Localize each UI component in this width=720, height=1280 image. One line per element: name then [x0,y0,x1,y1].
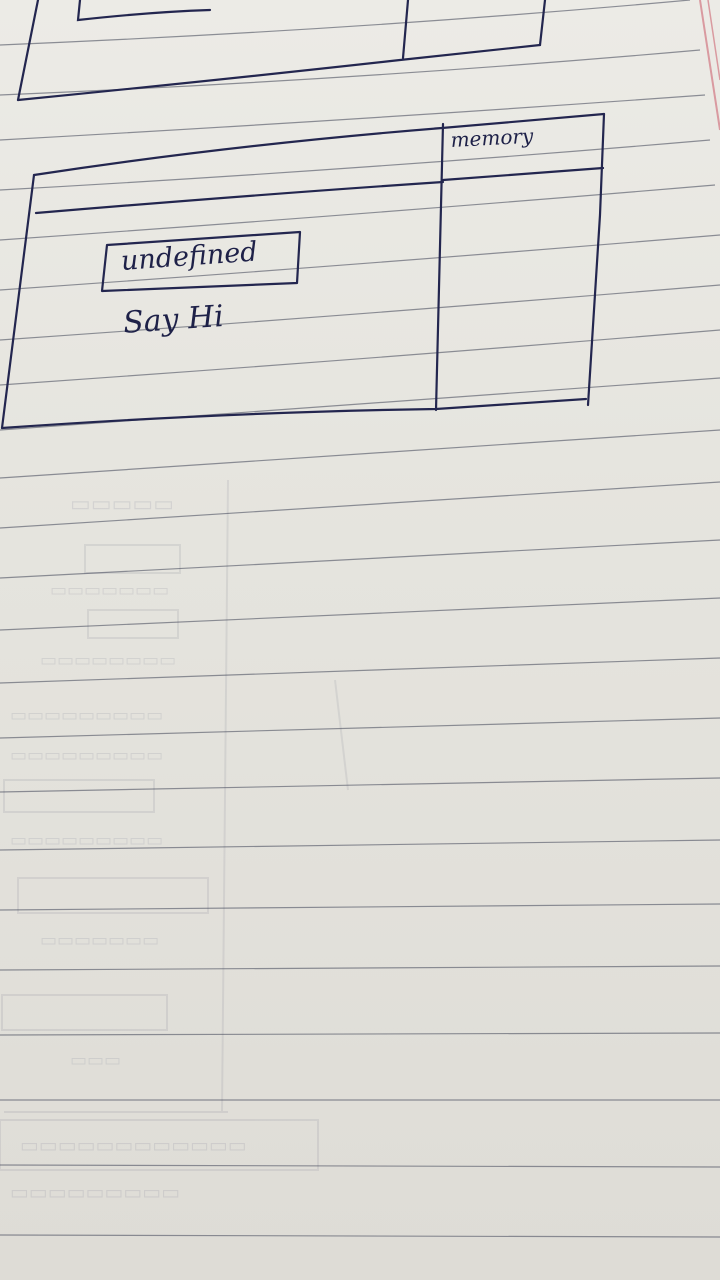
bleed-through-writing: ▭▭▭▭▭▭▭ [50,580,170,601]
bleed-through-writing: ▭▭▭▭▭▭▭▭▭ [10,705,164,726]
memory-label: memory [450,123,534,152]
bleed-through-writing: ▭▭▭▭▭▭▭▭▭ [10,830,164,851]
diagram-box [2,114,604,428]
bleed-through-writing: ▭▭▭▭▭ [70,492,174,517]
bleed-through-writing: ▭▭▭ [70,1050,122,1071]
undefined-label: undefined [120,236,259,277]
bleed-through-writing: ▭▭▭▭▭▭▭▭▭▭▭▭ [20,1133,247,1157]
sayhi-label: Say Hi [122,298,225,341]
bleed-through-writing: ▭▭▭▭▭▭▭▭ [40,650,177,671]
bleed-through-writing: ▭▭▭▭▭▭▭▭▭ [10,745,164,766]
bleed-through-writing: ▭▭▭▭▭▭▭ [40,930,160,951]
bleed-through-writing: ▭▭▭▭▭▭▭▭▭ [10,1180,181,1204]
